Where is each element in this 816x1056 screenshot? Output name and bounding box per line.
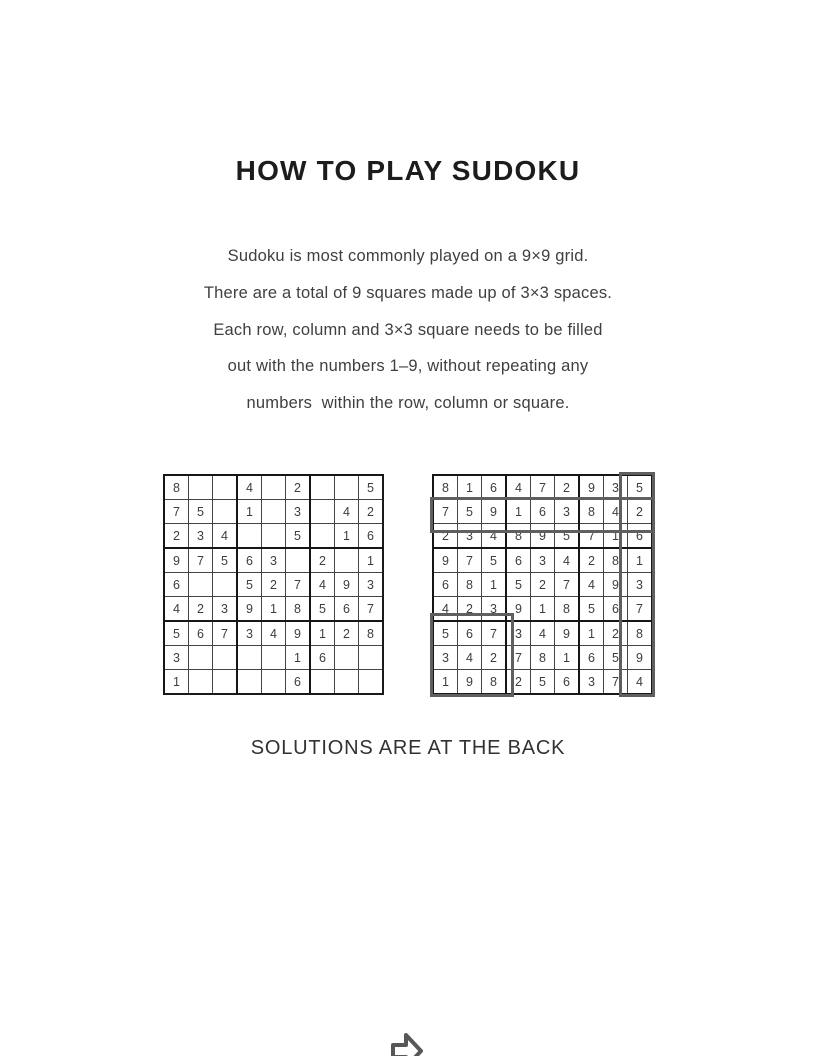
intro-line: numbers within the row, column or square. (246, 394, 570, 413)
sudoku-cell: 8 (579, 500, 604, 524)
sudoku-cell (310, 500, 335, 524)
sudoku-cell: 2 (335, 621, 359, 646)
sudoku-cell (237, 524, 262, 549)
sudoku-cell: 4 (579, 573, 604, 597)
sudoku-row (433, 500, 652, 524)
sudoku-cell: 9 (579, 475, 604, 500)
sudoku-cell: 3 (164, 646, 189, 670)
sudoku-cell: 2 (482, 646, 507, 670)
sudoku-cell: 3 (213, 597, 238, 622)
sudoku-cell (213, 670, 238, 695)
sudoku-cell: 5 (555, 524, 580, 549)
sudoku-cell: 2 (433, 524, 458, 549)
sudoku-cell: 7 (286, 573, 311, 597)
sudoku-cell (262, 646, 286, 670)
sudoku-cell: 1 (604, 524, 628, 549)
sudoku-cell: 8 (531, 646, 555, 670)
sudoku-cell: 9 (458, 670, 482, 695)
sudoku-cell: 8 (164, 475, 189, 500)
sudoku-cell: 8 (604, 548, 628, 573)
sudoku-cell: 1 (262, 597, 286, 622)
sudoku-cell: 9 (531, 524, 555, 549)
intro-text (0, 238, 816, 422)
sudoku-cell: 2 (458, 597, 482, 622)
sudoku-cell: 4 (164, 597, 189, 622)
sudoku-cell (262, 670, 286, 695)
sudoku-row (433, 646, 652, 670)
sudoku-row (433, 670, 652, 695)
sudoku-cell: 1 (310, 621, 335, 646)
sudoku-cell: 4 (506, 475, 531, 500)
sudoku-cell (189, 646, 213, 670)
sudoku-cell: 3 (579, 670, 604, 695)
sudoku-cell: 8 (506, 524, 531, 549)
sudoku-cell: 6 (433, 573, 458, 597)
sudoku-cell: 1 (555, 646, 580, 670)
sudoku-cell: 6 (506, 548, 531, 573)
sudoku-cell (286, 548, 311, 573)
puzzle-grid (163, 474, 384, 695)
sudoku-cell: 5 (310, 597, 335, 622)
sudoku-cell (237, 646, 262, 670)
sudoku-cell (335, 646, 359, 670)
sudoku-cell: 8 (433, 475, 458, 500)
sudoku-cell: 5 (628, 475, 653, 500)
sudoku-cell: 6 (628, 524, 653, 549)
sudoku-cell: 4 (310, 573, 335, 597)
sudoku-cell (213, 646, 238, 670)
sudoku-cell: 4 (433, 597, 458, 622)
sudoku-cell: 5 (506, 573, 531, 597)
sudoku-cell: 7 (579, 524, 604, 549)
sudoku-cell (213, 475, 238, 500)
sudoku-cell: 7 (604, 670, 628, 695)
sudoku-row (433, 597, 652, 622)
sudoku-cell: 9 (286, 621, 311, 646)
sudoku-cell: 6 (579, 646, 604, 670)
sudoku-cell: 2 (579, 548, 604, 573)
sudoku-cell: 6 (458, 621, 482, 646)
sudoku-cell: 3 (628, 573, 653, 597)
sudoku-cell: 1 (335, 524, 359, 549)
sudoku-cell: 4 (213, 524, 238, 549)
sudoku-cell: 4 (628, 670, 653, 695)
sudoku-cell: 6 (335, 597, 359, 622)
sudoku-cell: 8 (555, 597, 580, 622)
sudoku-cell: 5 (213, 548, 238, 573)
sudoku-cell: 7 (433, 500, 458, 524)
sudoku-cell: 7 (359, 597, 384, 622)
sudoku-cell: 1 (482, 573, 507, 597)
sudoku-cell: 2 (189, 597, 213, 622)
sudoku-row (433, 573, 652, 597)
sudoku-cell: 5 (579, 597, 604, 622)
sudoku-cell: 9 (164, 548, 189, 573)
sudoku-cell: 7 (164, 500, 189, 524)
sudoku-cell (189, 475, 213, 500)
sudoku-cell: 9 (482, 500, 507, 524)
sudoku-cell: 9 (555, 621, 580, 646)
sudoku-cell: 2 (310, 548, 335, 573)
sudoku-row (433, 621, 652, 646)
sudoku-cell: 3 (237, 621, 262, 646)
sudoku-cell: 4 (555, 548, 580, 573)
sudoku-cell (335, 475, 359, 500)
sudoku-cell: 4 (237, 475, 262, 500)
sudoku-cell: 1 (433, 670, 458, 695)
sudoku-cell: 9 (506, 597, 531, 622)
solution-grid (432, 474, 653, 695)
sudoku-cell: 3 (506, 621, 531, 646)
sudoku-cell: 7 (482, 621, 507, 646)
sudoku-cell (335, 548, 359, 573)
grids-section (0, 474, 816, 696)
sudoku-cell: 5 (458, 500, 482, 524)
sudoku-cell: 4 (482, 524, 507, 549)
sudoku-cell: 6 (310, 646, 335, 670)
sudoku-cell: 2 (262, 573, 286, 597)
sudoku-cell: 4 (262, 621, 286, 646)
sudoku-cell: 6 (164, 573, 189, 597)
sudoku-cell (359, 646, 384, 670)
sudoku-row (164, 475, 383, 500)
sudoku-cell: 5 (531, 670, 555, 695)
sudoku-cell: 8 (482, 670, 507, 695)
sudoku-cell: 1 (458, 475, 482, 500)
sudoku-cell: 1 (164, 670, 189, 695)
sudoku-cell: 1 (286, 646, 311, 670)
sudoku-cell: 4 (458, 646, 482, 670)
sudoku-cell: 2 (531, 573, 555, 597)
sudoku-cell: 5 (604, 646, 628, 670)
sudoku-cell: 3 (555, 500, 580, 524)
sudoku-cell (262, 524, 286, 549)
sudoku-cell: 2 (359, 500, 384, 524)
sudoku-cell (310, 475, 335, 500)
sudoku-row (164, 548, 383, 573)
sudoku-cell: 5 (482, 548, 507, 573)
sudoku-cell: 3 (531, 548, 555, 573)
sudoku-cell: 4 (335, 500, 359, 524)
sudoku-cell: 3 (359, 573, 384, 597)
sudoku-cell: 4 (604, 500, 628, 524)
sudoku-cell (237, 670, 262, 695)
sudoku-cell (189, 573, 213, 597)
sudoku-cell: 2 (506, 670, 531, 695)
sudoku-row (433, 548, 652, 573)
sudoku-cell: 5 (359, 475, 384, 500)
sudoku-cell: 8 (628, 621, 653, 646)
sudoku-row (164, 670, 383, 695)
sudoku-cell: 9 (335, 573, 359, 597)
sudoku-row (164, 500, 383, 524)
sudoku-cell: 1 (359, 548, 384, 573)
sudoku-cell (310, 670, 335, 695)
intro-line: Sudoku is most commonly played on a 9×9 grid. (227, 247, 589, 265)
sudoku-cell: 3 (482, 597, 507, 622)
puzzle-grid-table (163, 474, 384, 695)
sudoku-cell: 5 (164, 621, 189, 646)
sudoku-cell: 7 (213, 621, 238, 646)
sudoku-cell: 2 (628, 500, 653, 524)
sudoku-cell: 5 (286, 524, 311, 549)
sudoku-cell: 2 (555, 475, 580, 500)
sudoku-cell: 2 (286, 475, 311, 500)
sudoku-cell: 8 (286, 597, 311, 622)
sudoku-cell: 2 (604, 621, 628, 646)
sudoku-cell: 3 (433, 646, 458, 670)
solution-grid-table (432, 474, 653, 695)
sudoku-row (433, 524, 652, 549)
sudoku-cell: 3 (189, 524, 213, 549)
sudoku-cell: 3 (604, 475, 628, 500)
sudoku-row (164, 597, 383, 622)
sudoku-cell: 3 (286, 500, 311, 524)
sudoku-cell: 7 (506, 646, 531, 670)
sudoku-row (164, 524, 383, 549)
sudoku-cell: 7 (189, 548, 213, 573)
intro-line: out with the numbers 1–9, without repeating any (227, 357, 589, 376)
page-title: HOW TO PLAY SUDOKU (235, 155, 581, 186)
sudoku-cell: 6 (286, 670, 311, 695)
sudoku-cell: 1 (628, 548, 653, 573)
sudoku-cell: 7 (555, 573, 580, 597)
sudoku-cell: 7 (628, 597, 653, 622)
sudoku-row (164, 646, 383, 670)
sudoku-cell: 2 (164, 524, 189, 549)
sudoku-cell: 6 (482, 475, 507, 500)
sudoku-cell: 3 (458, 524, 482, 549)
sudoku-cell: 8 (359, 621, 384, 646)
sudoku-cell (335, 670, 359, 695)
sudoku-cell: 6 (189, 621, 213, 646)
sudoku-cell: 4 (531, 621, 555, 646)
sudoku-cell: 6 (531, 500, 555, 524)
sudoku-cell: 1 (506, 500, 531, 524)
sudoku-row (164, 573, 383, 597)
sudoku-cell: 8 (458, 573, 482, 597)
sudoku-cell (213, 573, 238, 597)
sudoku-cell: 9 (433, 548, 458, 573)
sudoku-cell: 5 (237, 573, 262, 597)
sudoku-cell (262, 500, 286, 524)
intro-line: Each row, column and 3×3 square needs to be filled (213, 320, 603, 339)
sudoku-cell: 9 (237, 597, 262, 622)
sudoku-cell (262, 475, 286, 500)
sudoku-cell: 9 (604, 573, 628, 597)
sudoku-cell: 1 (237, 500, 262, 524)
sudoku-cell: 6 (555, 670, 580, 695)
sudoku-cell: 7 (458, 548, 482, 573)
sudoku-row (164, 621, 383, 646)
sudoku-cell: 6 (604, 597, 628, 622)
sudoku-cell (189, 670, 213, 695)
sudoku-cell: 9 (628, 646, 653, 670)
sudoku-cell: 7 (531, 475, 555, 500)
sudoku-cell: 5 (433, 621, 458, 646)
sudoku-row (433, 475, 652, 500)
sudoku-cell (213, 500, 238, 524)
sudoku-cell: 3 (262, 548, 286, 573)
sudoku-cell: 1 (531, 597, 555, 622)
sudoku-cell: 6 (237, 548, 262, 573)
sudoku-cell: 6 (359, 524, 384, 549)
intro-line: There are a total of 9 squares made up of 3×3 spaces. (203, 283, 613, 302)
sudoku-cell (310, 524, 335, 549)
arrow-right-icon (390, 1029, 424, 1056)
sudoku-cell: 1 (579, 621, 604, 646)
sudoku-cell: 5 (189, 500, 213, 524)
sudoku-cell (359, 670, 384, 695)
footer-note: SOLUTIONS ARE AT THE BACK (250, 737, 566, 759)
